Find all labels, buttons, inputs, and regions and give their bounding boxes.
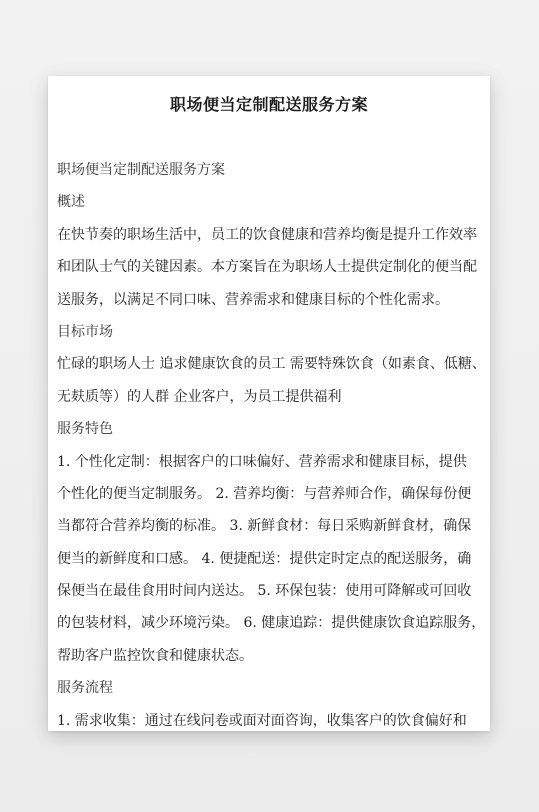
paragraph-line: 送服务，以满足不同口味、营养需求和健康目标的个性化需求。 bbox=[57, 291, 449, 308]
paragraph-line: 的包装材料，减少环境污染。 6. 健康追踪：提供健康饮食追踪服务， bbox=[57, 615, 486, 632]
paragraph-line: 保便当在最佳食用时间内送达。 5. 环保包装：使用可降解或可回收 bbox=[57, 583, 472, 600]
paragraph-line: 1. 需求收集：通过在线问卷或面对面咨询，收集客户的饮食偏好和 bbox=[57, 712, 467, 729]
section-heading-features: 服务特色 bbox=[57, 421, 113, 438]
document-page bbox=[48, 76, 490, 731]
paragraph-line: 忙碌的职场人士 追求健康饮食的员工 需要特殊饮食（如素食、低糖、 bbox=[57, 356, 486, 373]
document-body bbox=[57, 154, 490, 731]
paragraph-line: 帮助客户监控饮食和健康状态。 bbox=[57, 647, 253, 664]
body-heading: 职场便当定制配送服务方案 bbox=[57, 162, 225, 178]
section-heading-overview: 概述 bbox=[57, 194, 85, 211]
paragraph-line: 无麸质等）的人群 企业客户，为员工提供福利 bbox=[57, 388, 342, 405]
section-heading-target-market: 目标市场 bbox=[57, 323, 113, 340]
paragraph-line: 个性化的便当定制服务。 2. 营养均衡：与营养师合作，确保每份便 bbox=[57, 485, 472, 502]
section-heading-process: 服务流程 bbox=[57, 680, 113, 697]
paragraph-line: 便当的新鲜度和口感。 4. 便捷配送：提供定时定点的配送服务，确 bbox=[57, 550, 472, 567]
paragraph-line: 当都符合营养均衡的标准。 3. 新鲜食材：每日采购新鲜食材，确保 bbox=[57, 518, 472, 535]
paragraph-line: 和团队士气的关键因素。本方案旨在为职场人士提供定制化的便当配 bbox=[57, 259, 477, 276]
paragraph-line: 1. 个性化定制：根据客户的口味偏好、营养需求和健康目标，提供 bbox=[57, 453, 467, 470]
paragraph-line: 在快节奏的职场生活中，员工的饮食健康和营养均衡是提升工作效率 bbox=[57, 226, 477, 243]
document-title: 职场便当定制配送服务方案 bbox=[169, 95, 368, 114]
